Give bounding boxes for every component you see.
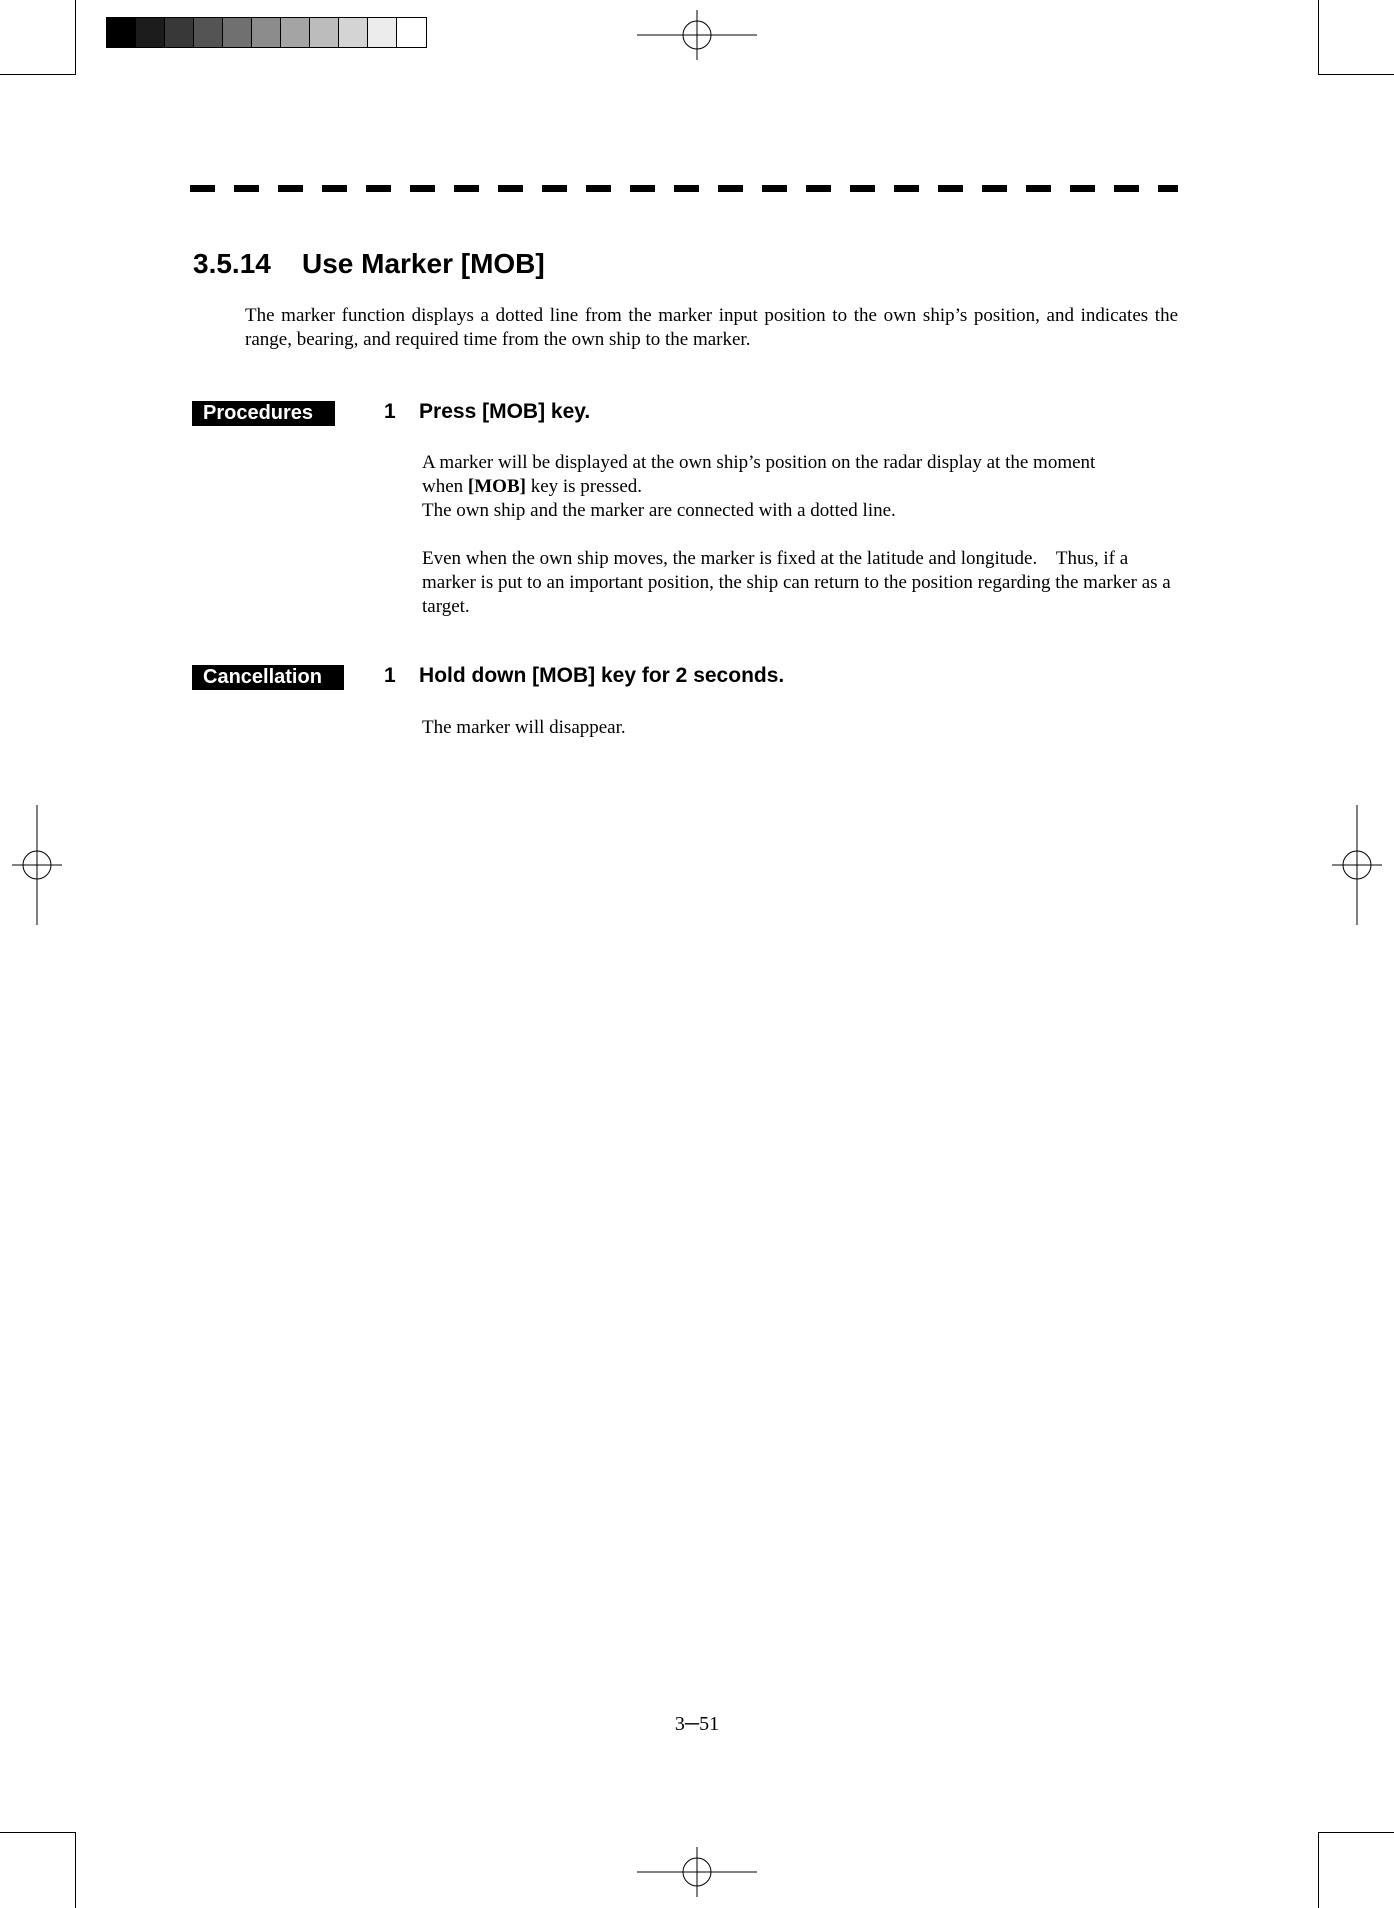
cancellation-step xyxy=(384,664,784,688)
gray-swatch xyxy=(397,18,426,47)
gray-swatch xyxy=(165,18,194,47)
dashed-rule xyxy=(190,185,1178,192)
procedures-paragraph-1 xyxy=(422,451,1182,523)
procedures-paragraph-2: Even when the own ship moves, the marker is fixed at the latitude and longitude. Thus, if a marker is put to an important position, the ship can return to the position regarding the marker as a target. xyxy=(422,548,1176,617)
section-number: 3.5.14 xyxy=(193,248,271,279)
procedures-para1-line1: A marker will be displayed at the own ship’s position on the radar display at the moment xyxy=(422,452,1096,473)
cancellation-tag: Cancellation xyxy=(192,665,344,690)
gray-swatch xyxy=(281,18,310,47)
registration-mark-right xyxy=(1332,805,1382,925)
procedures-step-number: 1 xyxy=(384,400,396,423)
gray-swatch xyxy=(107,18,136,47)
page-number: 3─51 xyxy=(674,1713,720,1735)
gray-swatch xyxy=(252,18,281,47)
gray-swatch xyxy=(368,18,397,47)
grayscale-bar xyxy=(106,17,427,48)
procedures-tag: Procedures xyxy=(192,401,335,426)
registration-mark-left xyxy=(12,805,62,925)
procedures-para1-line2 xyxy=(422,475,1182,499)
section-heading xyxy=(193,248,545,280)
cancellation-step-number: 1 xyxy=(384,664,396,687)
procedures-step-title: Press [MOB] key. xyxy=(419,400,591,423)
gray-swatch xyxy=(223,18,252,47)
gray-swatch xyxy=(194,18,223,47)
gray-swatch xyxy=(339,18,368,47)
gray-swatch xyxy=(310,18,339,47)
cancellation-step-title: Hold down [MOB] key for 2 seconds. xyxy=(419,664,785,687)
mob-key-label: [MOB] xyxy=(467,476,526,497)
procedures-step xyxy=(384,400,590,424)
procedures-para1-rest: key is pressed. xyxy=(525,476,643,497)
registration-mark-top xyxy=(637,10,757,60)
procedures-para1-line3: The own ship and the marker are connected with a dotted line. xyxy=(422,500,896,521)
gray-swatch xyxy=(136,18,165,47)
intro-paragraph: The marker function displays a dotted line from the marker input position to the own ship’s position, and indicates the range, bearing, and required time from the own ship to the marker. xyxy=(245,305,1178,350)
section-title: Use Marker [MOB] xyxy=(301,248,545,279)
procedures-para1-when: when xyxy=(422,476,468,497)
cancellation-paragraph: The marker will disappear. xyxy=(422,717,626,738)
registration-mark-bottom xyxy=(637,1847,757,1897)
